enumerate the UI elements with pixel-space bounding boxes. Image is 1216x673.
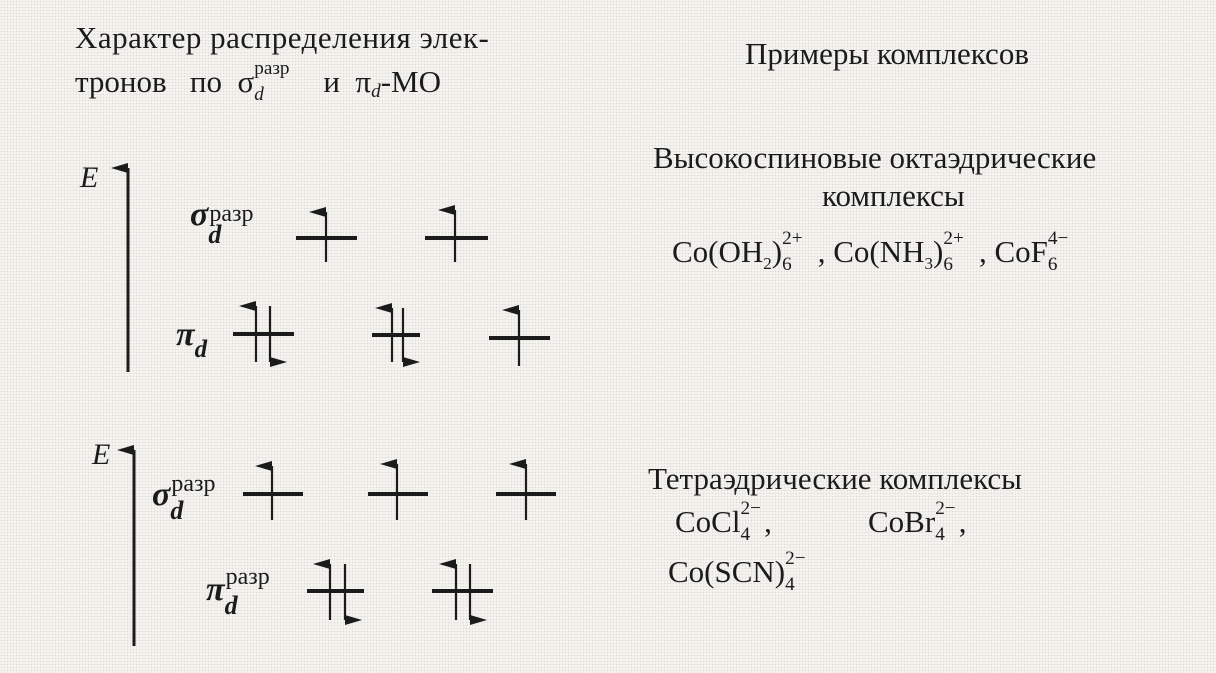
formula-cocl4: CoCl 2− $_4$ ,: [675, 498, 772, 546]
diagram2-upper-sub: d: [170, 496, 184, 525]
diagram2-upper-sup: разр: [171, 471, 216, 497]
example1-title-line2: комплексы: [822, 178, 965, 213]
diagram1-sigma-orbital-2: [425, 210, 488, 262]
formula-co-scn4: Co(SCN) 2− $_4$: [668, 548, 806, 596]
pi-subscript: d: [371, 81, 381, 103]
sigma-superscript: разр: [254, 58, 290, 80]
diagram2-sigma-orbital-1: [243, 466, 303, 520]
formula-co-oh2: $Co(OH_2)$ 2+ $_6$ ,: [672, 228, 826, 276]
diagram2-pi-orbital-2: [432, 564, 493, 620]
left-header-line2-start: тронов по σ: [75, 64, 255, 99]
example1-title-line1: Высокоспиновые октаэдрические: [653, 140, 1097, 175]
diagram2-lower-sub: d: [224, 591, 238, 620]
formula-cof6: CoF 4− $_6$: [994, 228, 1069, 276]
right-header: Примеры комплексов: [745, 36, 1029, 71]
sigma-subscript: d: [254, 84, 264, 106]
left-header-end: -MO: [380, 64, 441, 99]
left-header-and: и π: [307, 64, 372, 99]
diagram1-pi-orbital-2: [372, 308, 420, 362]
formula-co-nh3: $Co(NH_3)$ 2+ $_6$ ,: [833, 228, 987, 276]
example2-title: Тетраэдрические комплексы: [648, 461, 1023, 496]
diagram2-lower-sup: разр: [225, 564, 270, 590]
diagram1-lower-label: πd: [176, 316, 208, 363]
diagram2-axis-label: E: [92, 438, 111, 471]
diagram1-upper-sub: d: [208, 220, 222, 249]
diagram2-lower-label: π разр d: [206, 564, 270, 620]
diagram1-pi-orbital-3: [489, 310, 550, 366]
diagram2-upper-label: σ разр d: [152, 471, 216, 525]
diagram1-lower-sub: d: [194, 336, 208, 363]
diagram1-upper-label: σ разр d: [190, 196, 254, 249]
diagram2-pi-orbital-1: [307, 564, 364, 620]
diagram2-sigma-orbital-3: [496, 464, 556, 520]
formula-cobr4: CoBr 2− $_4$ ,: [868, 498, 967, 546]
left-header-line1: Характер распределения элек-: [75, 20, 490, 55]
diagram1-axis-label: E: [80, 161, 99, 194]
diagram1-sigma-orbital-1: [296, 212, 357, 262]
diagram1-upper-sup: разр: [209, 201, 254, 227]
diagram2-sigma-orbital-2: [368, 464, 428, 520]
diagram1-pi-orbital-1: [233, 306, 294, 362]
